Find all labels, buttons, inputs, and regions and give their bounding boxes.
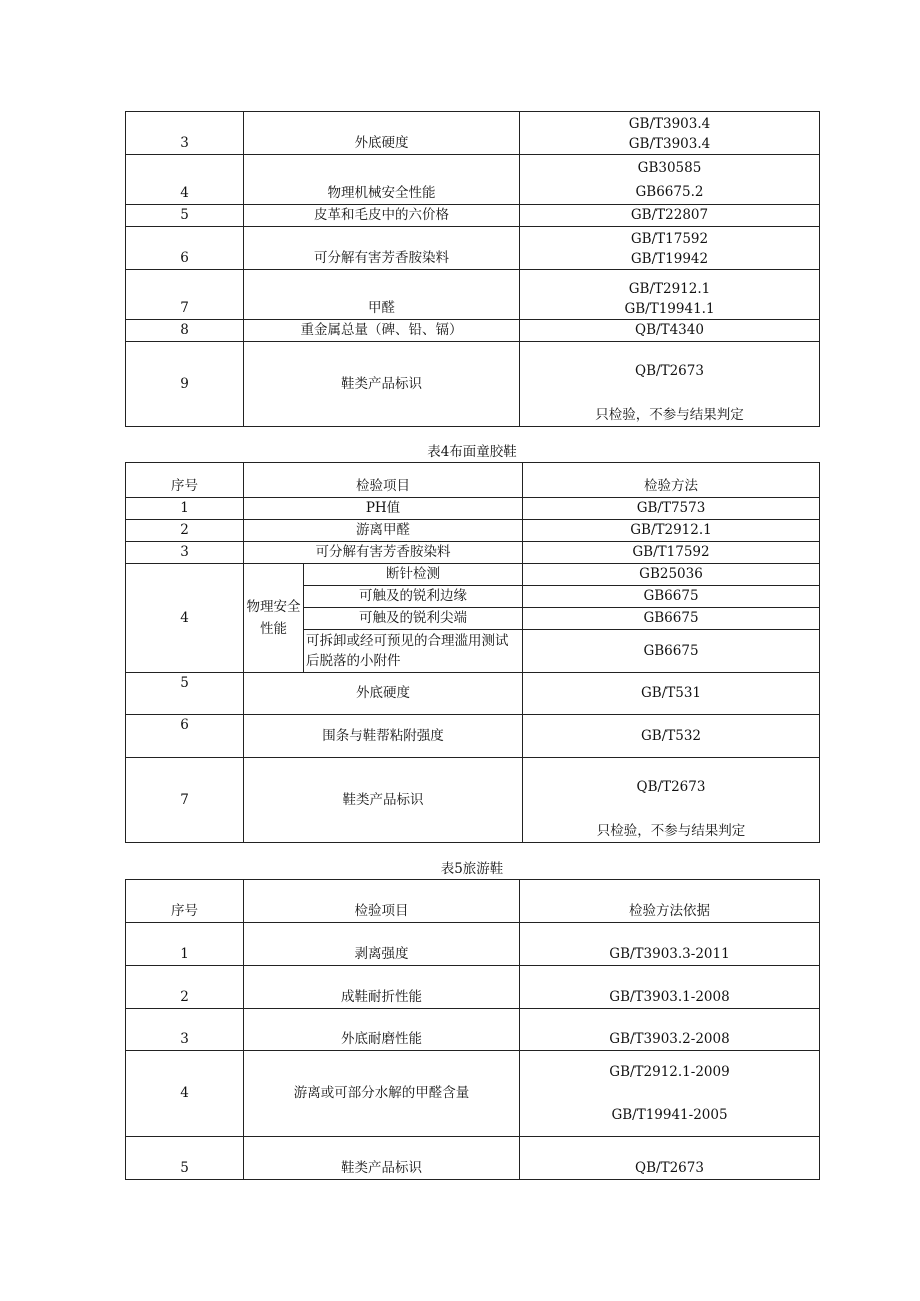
method-line: GB/T2912.1 [628, 281, 711, 297]
table-row [126, 564, 820, 586]
sub-item: 断针检测 [304, 564, 523, 586]
row-item: 外底耐磨性能 [244, 1009, 520, 1051]
method-line: GB/T3903.4 [628, 136, 711, 152]
header-method: 检验方法依据 [520, 880, 820, 923]
row-number: 5 [126, 205, 244, 227]
row-number: 2 [126, 520, 244, 542]
table-row [126, 1009, 820, 1051]
row-item: 游离或可部分水解的甲醛含量 [244, 1051, 520, 1137]
row-item: 可分解有害芳香胺染料 [244, 542, 523, 564]
method-line: GB30585 [637, 160, 702, 176]
table-row [126, 498, 820, 520]
table-header-row [126, 463, 820, 498]
row-item: 可分解有害芳香胺染料 [244, 227, 520, 270]
table-row [126, 673, 820, 715]
method-line: GB6675.2 [635, 184, 704, 200]
row-method: GB/T532 [523, 715, 820, 758]
table5-caption: 表5旅游鞋 [440, 861, 504, 877]
row-number: 3 [126, 542, 244, 564]
row-method [520, 270, 820, 320]
method-line: QB/T2673 [636, 779, 706, 795]
method-note: 只检验，不参与结果判定 [595, 407, 744, 423]
row-item: 鞋类产品标识 [244, 342, 520, 427]
row-method: GB/T3903.2-2008 [520, 1009, 820, 1051]
row-item: 外底硬度 [244, 112, 520, 155]
method-note: 只检验，不参与结果判定 [596, 823, 746, 839]
header-item: 检验项目 [244, 463, 523, 498]
method-line: GB/T19941.1 [624, 301, 715, 317]
row-method: GB/T531 [523, 673, 820, 715]
table-row [126, 112, 820, 155]
header-number: 序号 [126, 880, 244, 923]
row-item: 鞋类产品标识 [244, 758, 523, 843]
sub-item: 可触及的锐利尖端 [304, 608, 523, 630]
row-item: PH值 [244, 498, 523, 520]
row-number: 4 [126, 564, 244, 673]
row-method: GB/T2912.1 [523, 520, 820, 542]
sub-method: GB6675 [523, 630, 820, 673]
row-method: GB/T22807 [520, 205, 820, 227]
row-number: 5 [126, 673, 244, 715]
method-line: GB/T17592 [630, 231, 709, 247]
table-row [126, 155, 820, 205]
row-item: 重金属总量（碑、铅、镉） [244, 320, 520, 342]
row-number: 1 [126, 923, 244, 966]
table4 [125, 462, 820, 843]
row-number: 1 [126, 498, 244, 520]
row-item: 游离甲醛 [244, 520, 523, 542]
row-number: 3 [126, 112, 244, 155]
row-method [520, 155, 820, 205]
header-number: 序号 [126, 463, 244, 498]
row-number: 6 [126, 227, 244, 270]
row-number: 2 [126, 966, 244, 1009]
method-line: QB/T2673 [635, 363, 704, 379]
row-item: 外底硬度 [244, 673, 523, 715]
row-item: 甲醛 [244, 270, 520, 320]
table-header-row [126, 880, 820, 923]
row-method: GB/T7573 [523, 498, 820, 520]
table-row [126, 1051, 820, 1137]
row-number: 4 [126, 155, 244, 205]
row-number: 7 [126, 758, 244, 843]
table3-continued [125, 111, 820, 427]
row-number: 6 [126, 715, 244, 758]
header-item: 检验项目 [244, 880, 520, 923]
sub-method: GB6675 [523, 586, 820, 608]
row-item: 围条与鞋帮粘附强度 [244, 715, 523, 758]
row-number: 8 [126, 320, 244, 342]
row-method [520, 227, 820, 270]
row-number: 5 [126, 1137, 244, 1180]
row-method [520, 112, 820, 155]
row-item: 物理机械安全性能 [244, 155, 520, 205]
sub-item: 可拆卸或经可预见的合理滥用测试后脱落的小附件 [304, 630, 523, 673]
sub-item: 可触及的锐利边缘 [304, 586, 523, 608]
table-row [126, 1137, 820, 1180]
table4-caption: 表4布面童胶鞋 [427, 444, 517, 460]
method-line: GB/T19942 [630, 251, 709, 267]
row-method [520, 342, 820, 427]
group-label: 物理安全性能 [244, 564, 304, 673]
row-item: 鞋类产品标识 [244, 1137, 520, 1180]
row-method: GB/T3903.1-2008 [520, 966, 820, 1009]
table-row [126, 205, 820, 227]
table-row [126, 542, 820, 564]
method-line: GB/T2912.1-2009 [609, 1064, 730, 1080]
table-row [126, 227, 820, 270]
row-number: 7 [126, 270, 244, 320]
row-item: 剥离强度 [244, 923, 520, 966]
table-row [126, 923, 820, 966]
table5 [125, 879, 820, 1180]
header-method: 检验方法 [523, 463, 820, 498]
sub-method: GB25036 [523, 564, 820, 586]
table-row [126, 966, 820, 1009]
method-line: GB/T19941-2005 [611, 1107, 728, 1123]
table-row [126, 758, 820, 843]
table-row [126, 320, 820, 342]
row-number: 9 [126, 342, 244, 427]
row-method: GB/T17592 [523, 542, 820, 564]
row-method [523, 758, 820, 843]
row-method: GB/T3903.3-2011 [520, 923, 820, 966]
table-row [126, 342, 820, 427]
table-row [126, 270, 820, 320]
sub-method: GB6675 [523, 608, 820, 630]
row-method [520, 1051, 820, 1137]
method-line: GB/T3903.4 [628, 116, 711, 132]
row-number: 4 [126, 1051, 244, 1137]
row-number: 3 [126, 1009, 244, 1051]
row-item: 皮革和毛皮中的六价格 [244, 205, 520, 227]
row-item: 成鞋耐折性能 [244, 966, 520, 1009]
table-row [126, 520, 820, 542]
row-method: QB/T2673 [520, 1137, 820, 1180]
row-method: QB/T4340 [520, 320, 820, 342]
table-row [126, 715, 820, 758]
